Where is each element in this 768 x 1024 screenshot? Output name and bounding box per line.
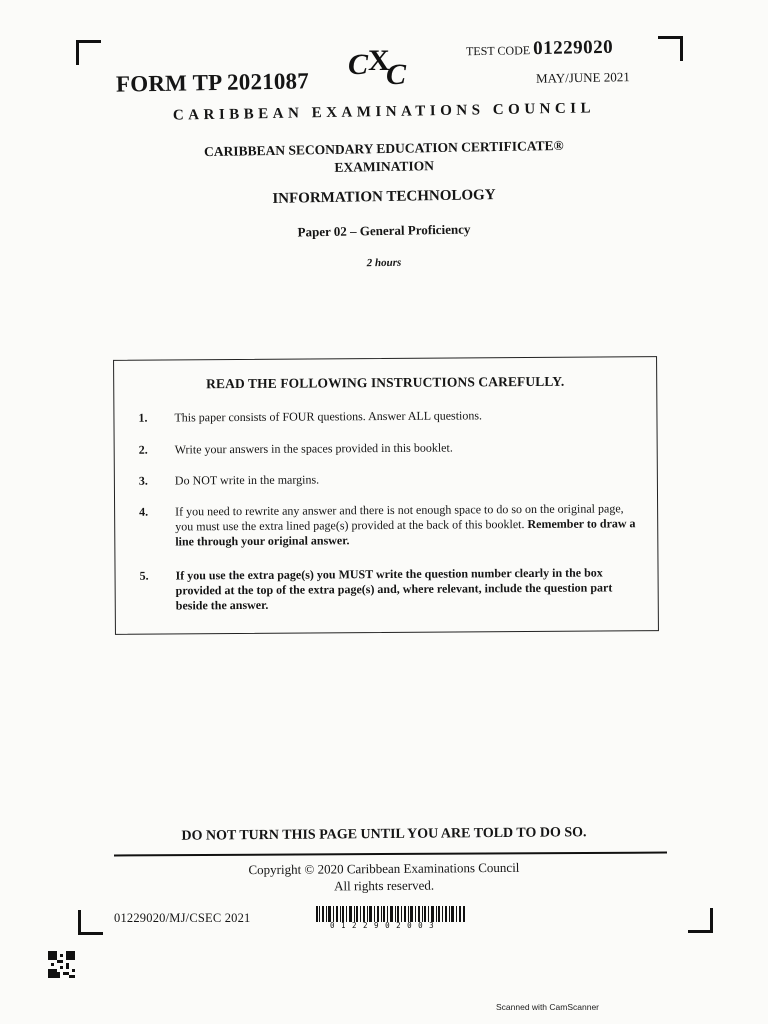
scanner-watermark: Scanned with CamScanner — [496, 1002, 600, 1012]
cxc-logo — [346, 44, 418, 90]
instruction-item-1 — [132, 407, 642, 426]
instruction-item-3 — [133, 470, 643, 489]
instruction-text: If you need to rewrite any answer and there is not enough space to do so on the original page, you must use the extra lined page(s) provided at the back of this booklet. Remember to draw a line through your original answer. — [175, 501, 636, 549]
svg-text:X: X — [368, 44, 390, 77]
instruction-text: If you use the extra page(s) you MUST write the question number clearly in the box provided at the top of the extra page(s) and, where relevant, include the question part beside the answer. — [175, 565, 613, 613]
instruction-number: 3. — [138, 473, 148, 488]
test-code-label: TEST CODE — [465, 43, 531, 59]
qr-code-icon — [48, 951, 75, 978]
instruction-text: Write your answers in the spaces provided in this booklet. — [174, 440, 453, 457]
corner-mark-top-left — [76, 40, 101, 65]
instruction-number: 4. — [139, 504, 149, 519]
rights-line: All rights reserved. — [333, 877, 435, 894]
paper-title: Paper 02 – General Proficiency — [297, 221, 471, 240]
instruction-text: This paper consists of FOUR questions. Answer ALL questions. — [174, 408, 483, 425]
instruction-text: Do NOT write in the margins. — [174, 472, 320, 488]
barcode-number: 0122902003 — [330, 921, 441, 930]
corner-mark-bottom-left — [78, 910, 103, 935]
barcode-icon — [316, 906, 466, 922]
booklet-code: 01229020/MJ/CSEC 2021 — [114, 911, 251, 925]
copyright-notice — [0, 857, 768, 898]
do-not-turn-notice: DO NOT TURN THIS PAGE UNTIL YOU ARE TOLD TO DO SO. — [181, 825, 587, 844]
form-code: FORM TP 2021087 — [115, 68, 310, 97]
instruction-number: 1. — [138, 410, 148, 425]
instructions-title: READ THE FOLLOWING INSTRUCTIONS CAREFULLY. — [206, 373, 565, 392]
test-code-number: 01229020 — [532, 36, 614, 60]
instruction-item-2 — [133, 439, 643, 458]
instruction-item-5 — [134, 565, 644, 614]
instructions-box — [113, 356, 659, 635]
copyright-line: Copyright © 2020 Caribbean Examinations Council — [248, 859, 520, 878]
exam-sitting: MAY/JUNE 2021 — [535, 69, 630, 86]
instruction-emphasis: Remember to draw a line through your original answer. — [175, 516, 636, 549]
council-name: CARIBBEAN EXAMINATIONS COUNCIL — [172, 100, 596, 124]
certificate-title — [0, 133, 768, 182]
certificate-line-1: CARIBBEAN SECONDARY EDUCATION CERTIFICATE® — [203, 137, 564, 160]
divider-rule — [114, 852, 667, 857]
instruction-number: 2. — [138, 442, 148, 457]
instruction-item-4 — [133, 501, 643, 550]
certificate-line-2: EXAMINATION — [334, 158, 435, 175]
svg-text:C: C — [386, 58, 407, 90]
exam-duration: 2 hours — [366, 256, 402, 270]
corner-mark-bottom-right — [688, 908, 713, 933]
instruction-number: 5. — [139, 568, 149, 583]
corner-mark-top-right — [658, 36, 683, 61]
svg-text:C: C — [348, 48, 369, 81]
test-code — [466, 37, 613, 62]
subject-title: INFORMATION TECHNOLOGY — [272, 187, 496, 207]
